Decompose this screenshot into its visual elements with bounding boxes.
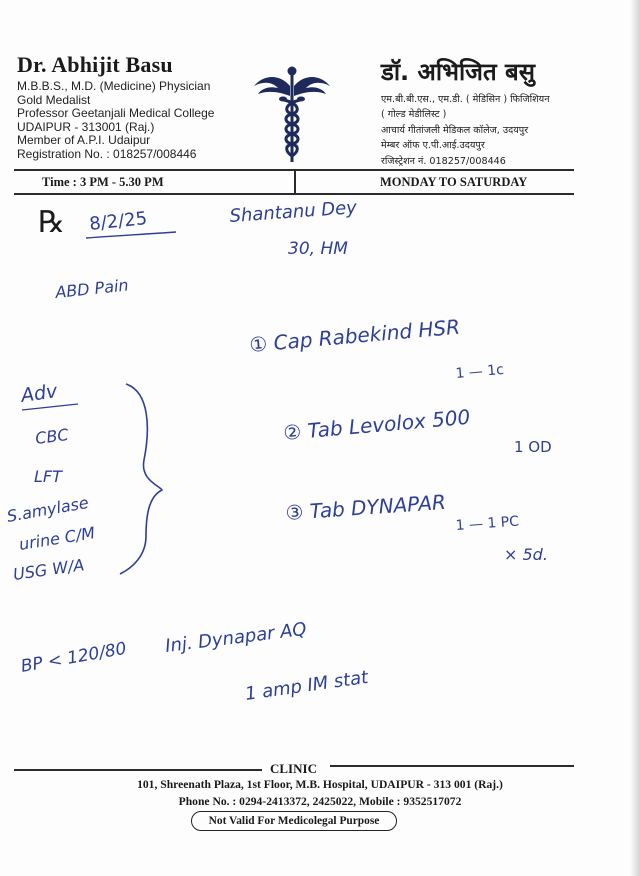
qual-line-hi: मेम्बर ऑफ ए.पी.आई.उदयपुर [381, 140, 485, 152]
doctor-name-hindi: डॉ. अभिजित बसु [381, 58, 535, 86]
clinic-address-block [0, 777, 640, 810]
qual-line-hi: ( गोल्ड मेडीलिस्ट ) [381, 109, 447, 121]
rx-symbol: ℞ [38, 205, 65, 240]
qual-line-hi: आचार्य गीतांजली मेडिकल कॉलेज, उदयपुर [381, 124, 529, 136]
footer-rule-right [330, 765, 574, 767]
clinic-time: Time : 3 PM - 5.30 PM [42, 175, 164, 189]
qual-line: Gold Medalist [17, 92, 91, 107]
clinic-address: 101, Shreenath Plaza, 1st Floor, M.B. Hospital, UDAIPUR - 313 001 (Raj.) [137, 778, 503, 791]
advice-item: S.amylase [5, 492, 90, 526]
clinic-phone: Phone No. : 0294-2413372, 2425022, Mobile : 9352517072 [178, 794, 462, 808]
doctor-name-english: Dr. Abhijit Basu [17, 52, 173, 77]
medication-3-line2: 1 — 1 PC [455, 513, 520, 534]
complaint: ABD Pain [54, 275, 130, 302]
advice-title: Adv [19, 380, 59, 407]
footer-rule-left [14, 769, 262, 771]
medication-3-line1: ③ Tab DYNAPAR [284, 489, 447, 525]
medication-3-line3: × 5d. [504, 545, 548, 564]
qual-line: Professor Geetanjali Medical College [17, 106, 215, 121]
medication-2-line1: ② Tab Levolox 500 [282, 404, 472, 445]
qual-line: Registration No. : 018257/008446 [17, 146, 197, 161]
advice-bracket [120, 384, 162, 574]
clinic-label: CLINIC [270, 761, 317, 776]
medication-1-line2: 1 — 1c [454, 361, 505, 382]
qual-line: Member of A.P.I. Udaipur [17, 133, 151, 148]
advice-item: urine C/M [17, 523, 97, 554]
injection-line2: 1 amp IM stat [243, 666, 370, 705]
blood-pressure: BP < 120/80 [19, 638, 129, 677]
patient-age-sex: 30, HM [288, 239, 348, 259]
visit-date: 8/2/25 [88, 208, 149, 235]
injection-line1: Inj. Dynapar AQ [164, 618, 308, 657]
medication-2-line2: 1 OD [514, 438, 552, 456]
medicolegal-disclaimer: Not Valid For Medicolegal Purpose [191, 811, 397, 831]
clinic-days: MONDAY TO SATURDAY [380, 175, 528, 189]
qual-line: UDAIPUR - 313001 (Raj.) [17, 119, 155, 134]
advice-item: CBC [34, 425, 70, 448]
qual-line: M.B.B.S., M.D. (Medicine) Physician [17, 79, 211, 93]
medication-1-line1: ① Cap Rabekind HSR [248, 314, 461, 357]
advice-item: USG W/A [11, 555, 86, 584]
advice-item: LFT [34, 467, 62, 486]
patient-name: Shantanu Dey [228, 197, 358, 227]
qual-line-hi: रजिस्ट्रेशन नं. 018257/008446 [381, 155, 506, 167]
qual-line-hi: एम.बी.बी.एस., एम.डी. ( मेडिसिन ) फिजिशियन [381, 94, 550, 105]
